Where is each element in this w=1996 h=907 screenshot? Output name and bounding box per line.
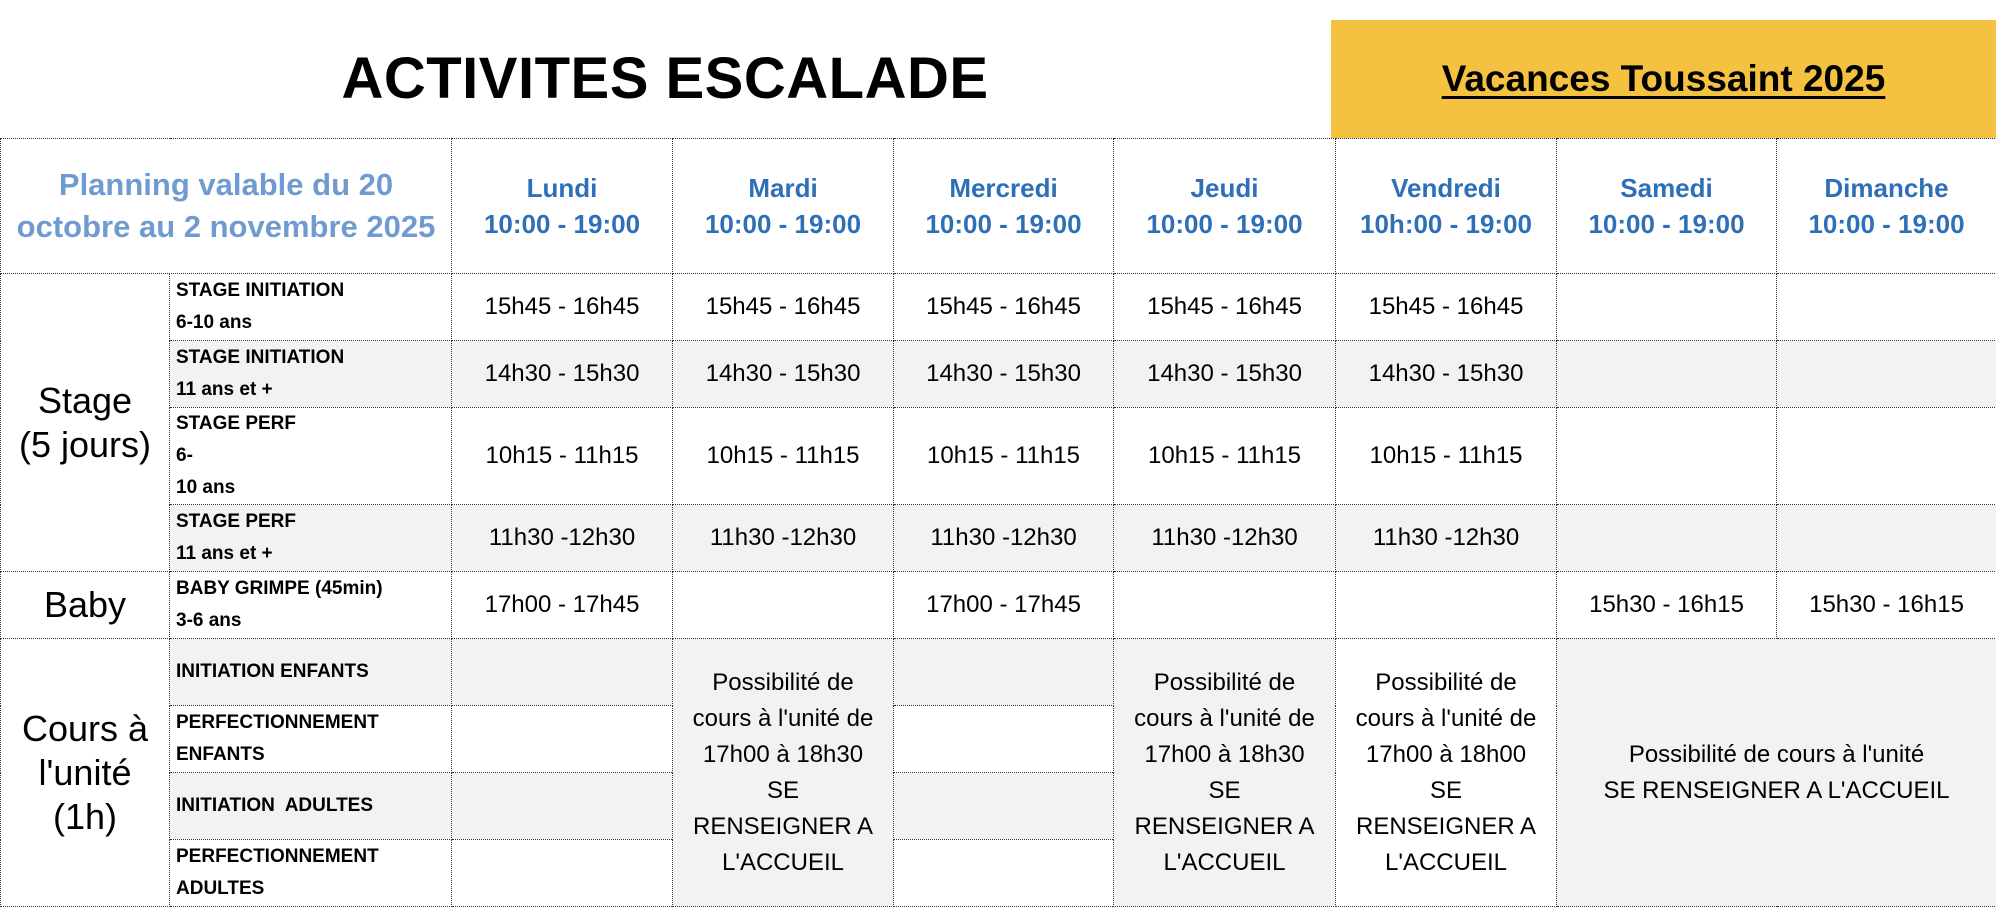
time-cell: 15h30 - 16h15 xyxy=(1557,572,1777,639)
day-name: Jeudi xyxy=(1114,170,1335,206)
time-cell: 15h45 - 16h45 xyxy=(673,274,894,341)
activity-name: INITIATION ADULTES xyxy=(176,790,451,822)
note-jeudi xyxy=(1114,639,1336,907)
day-hours: 10:00 - 19:00 xyxy=(452,206,672,242)
empty-cell xyxy=(894,840,1114,907)
time-cell: 11h30 -12h30 xyxy=(452,505,673,572)
group-label: Stage xyxy=(1,379,169,423)
note-line: RENSEIGNER A xyxy=(1336,809,1556,845)
empty-cell xyxy=(894,639,1114,706)
day-mardi xyxy=(673,139,894,274)
day-hours: 10:00 - 19:00 xyxy=(1777,206,1996,242)
time-cell: 11h30 -12h30 xyxy=(894,505,1114,572)
time-cell: 15h45 - 16h45 xyxy=(1114,274,1336,341)
day-vendredi xyxy=(1336,139,1557,274)
day-samedi xyxy=(1557,139,1777,274)
table-row xyxy=(1,639,1996,706)
note-line: cours à l'unité de xyxy=(673,701,893,737)
time-cell: 15h45 - 16h45 xyxy=(452,274,673,341)
planning-line-2: octobre au 2 novembre 2025 xyxy=(1,206,451,248)
note-line: Possibilité de cours à l'unité xyxy=(1557,737,1996,773)
activity-audience: ENFANTS xyxy=(176,739,451,771)
group-stage xyxy=(1,274,170,572)
empty-cell xyxy=(452,840,673,907)
activity-label xyxy=(170,572,452,639)
day-jeudi xyxy=(1114,139,1336,274)
day-hours: 10:00 - 19:00 xyxy=(1114,206,1335,242)
note-line: SE xyxy=(1336,773,1556,809)
day-mercredi xyxy=(894,139,1114,274)
note-line: L'ACCUEIL xyxy=(673,845,893,881)
time-cell: 15h45 - 16h45 xyxy=(1336,274,1557,341)
activity-name: STAGE INITIATION xyxy=(176,342,451,374)
note-line: RENSEIGNER A xyxy=(1114,809,1335,845)
time-cell: 15h45 - 16h45 xyxy=(894,274,1114,341)
day-hours: 10:00 - 19:00 xyxy=(894,206,1113,242)
day-name: Vendredi xyxy=(1336,170,1556,206)
empty-cell xyxy=(452,706,673,773)
empty-cell xyxy=(1557,408,1777,505)
activity-age-prefix: 6- xyxy=(176,440,449,472)
vacation-label: Vacances Toussaint 2025 xyxy=(1442,58,1886,100)
empty-cell xyxy=(1336,572,1557,639)
activity-label xyxy=(170,505,452,572)
page-title: ACTIVITES ESCALADE xyxy=(0,18,1330,138)
empty-cell xyxy=(452,639,673,706)
empty-cell xyxy=(452,773,673,840)
time-cell: 14h30 - 15h30 xyxy=(452,341,673,408)
time-cell: 14h30 - 15h30 xyxy=(894,341,1114,408)
day-name: Mercredi xyxy=(894,170,1113,206)
table-row xyxy=(1,572,1996,639)
activity-name: STAGE INITIATION xyxy=(176,275,451,307)
time-cell: 14h30 - 15h30 xyxy=(1336,341,1557,408)
activity-label xyxy=(170,341,452,408)
note-line: SE xyxy=(673,773,893,809)
note-line: SE xyxy=(1114,773,1335,809)
note-line: Possibilité de xyxy=(1336,665,1556,701)
activity-label xyxy=(170,773,452,840)
time-cell: 11h30 -12h30 xyxy=(1114,505,1336,572)
day-name: Lundi xyxy=(452,170,672,206)
activity-name: STAGE PERF xyxy=(176,506,451,538)
group-label: Cours à xyxy=(1,707,169,751)
table-row xyxy=(1,505,1996,572)
note-line: Possibilité de xyxy=(1114,665,1335,701)
empty-cell xyxy=(1114,572,1336,639)
time-cell: 14h30 - 15h30 xyxy=(1114,341,1336,408)
note-line: cours à l'unité de xyxy=(1114,701,1335,737)
schedule-table xyxy=(0,138,1996,907)
time-cell: 10h15 - 11h15 xyxy=(452,408,673,505)
empty-cell xyxy=(894,773,1114,840)
time-cell: 11h30 -12h30 xyxy=(673,505,894,572)
empty-cell xyxy=(673,572,894,639)
note-line: RENSEIGNER A xyxy=(673,809,893,845)
group-label: (5 jours) xyxy=(1,423,169,467)
activity-age: 11 ans et + xyxy=(176,538,451,570)
note-mardi xyxy=(673,639,894,907)
time-cell: 10h15 - 11h15 xyxy=(894,408,1114,505)
day-name: Mardi xyxy=(673,170,893,206)
time-cell: 15h30 - 16h15 xyxy=(1777,572,1996,639)
activity-label xyxy=(170,274,452,341)
activity-label xyxy=(170,706,452,773)
note-line: L'ACCUEIL xyxy=(1114,845,1335,881)
note-line: SE RENSEIGNER A L'ACCUEIL xyxy=(1557,773,1996,809)
table-row xyxy=(1,341,1996,408)
planning-line-1: Planning valable du 20 xyxy=(1,164,451,206)
activity-age: 11 ans et + xyxy=(176,374,451,406)
day-name: Dimanche xyxy=(1777,170,1996,206)
activity-label xyxy=(170,639,452,706)
group-label: l'unité xyxy=(1,751,169,795)
activity-name: PERFECTIONNEMENT xyxy=(176,707,451,739)
activity-name: PERFECTIONNEMENT xyxy=(176,841,451,873)
activity-age: 3-6 ans xyxy=(176,605,451,637)
empty-cell xyxy=(1557,341,1777,408)
vacation-banner xyxy=(1331,20,1996,138)
table-row xyxy=(1,408,1996,505)
day-hours: 10:00 - 19:00 xyxy=(673,206,893,242)
note-line: 17h00 à 18h30 xyxy=(1114,737,1335,773)
empty-cell xyxy=(1557,274,1777,341)
empty-cell xyxy=(894,706,1114,773)
empty-cell xyxy=(1777,408,1996,505)
planning-validity xyxy=(1,139,452,274)
note-vendredi xyxy=(1336,639,1557,907)
time-cell: 17h00 - 17h45 xyxy=(894,572,1114,639)
empty-cell xyxy=(1777,341,1996,408)
activity-age: 10 ans xyxy=(176,472,451,504)
empty-cell xyxy=(1557,505,1777,572)
table-row xyxy=(1,274,1996,341)
header-row xyxy=(1,139,1996,274)
day-lundi xyxy=(452,139,673,274)
group-label: (1h) xyxy=(1,795,169,839)
group-baby: Baby xyxy=(1,572,170,639)
note-line: cours à l'unité de xyxy=(1336,701,1556,737)
activity-name: BABY GRIMPE (45min) xyxy=(176,573,451,605)
day-hours: 10h:00 - 19:00 xyxy=(1336,206,1556,242)
note-line: Possibilité de xyxy=(673,665,893,701)
time-cell: 10h15 - 11h15 xyxy=(673,408,894,505)
note-line: 17h00 à 18h30 xyxy=(673,737,893,773)
activity-audience: ADULTES xyxy=(176,873,451,905)
time-cell: 10h15 - 11h15 xyxy=(1336,408,1557,505)
time-cell: 10h15 - 11h15 xyxy=(1114,408,1336,505)
activity-label xyxy=(170,840,452,907)
day-dimanche xyxy=(1777,139,1996,274)
note-line: L'ACCUEIL xyxy=(1336,845,1556,881)
note-line: 17h00 à 18h00 xyxy=(1336,737,1556,773)
note-weekend xyxy=(1557,639,1996,907)
activity-name: STAGE PERF xyxy=(176,408,449,440)
group-cours xyxy=(1,639,170,907)
time-cell: 14h30 - 15h30 xyxy=(673,341,894,408)
activity-name: INITIATION ENFANTS xyxy=(176,656,451,688)
empty-cell xyxy=(1777,274,1996,341)
time-cell: 17h00 - 17h45 xyxy=(452,572,673,639)
day-name: Samedi xyxy=(1557,170,1776,206)
empty-cell xyxy=(1777,505,1996,572)
activity-label xyxy=(170,408,452,505)
day-hours: 10:00 - 19:00 xyxy=(1557,206,1776,242)
activity-age: 6-10 ans xyxy=(176,307,451,339)
time-cell: 11h30 -12h30 xyxy=(1336,505,1557,572)
